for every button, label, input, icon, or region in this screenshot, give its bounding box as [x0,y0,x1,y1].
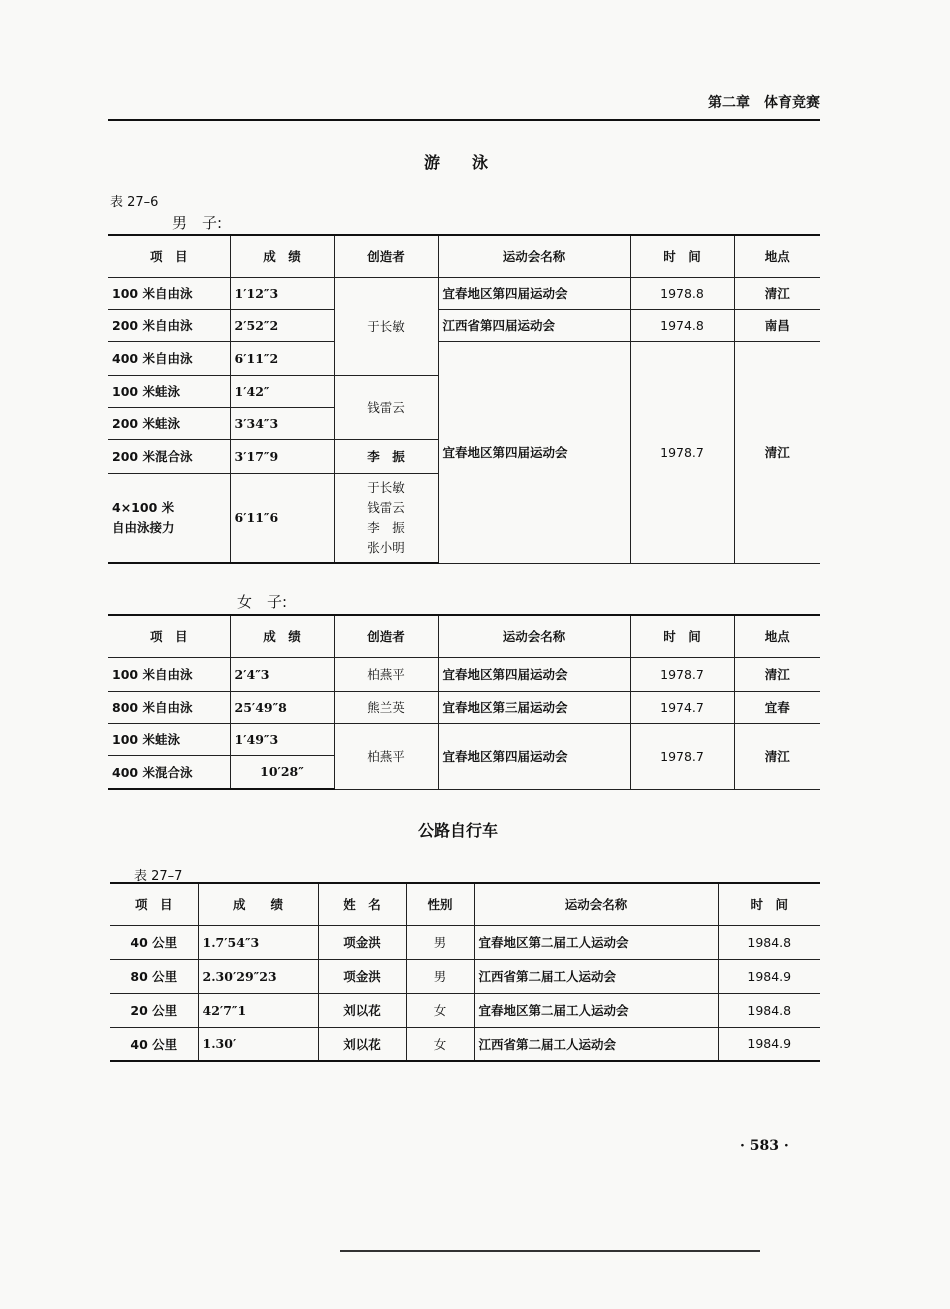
result-cell: 3′17″9 [230,439,334,473]
men-label: 男 子: [172,214,223,232]
place-cell: 清江 [734,277,820,309]
col-meet: 运动会名称 [438,615,630,657]
women-label: 女 子: [237,593,288,611]
col-place: 地点 [734,235,820,277]
holder-line: 钱雷云 [367,499,405,515]
place-cell: 清江 [734,341,820,563]
item-cell [108,473,230,563]
result-cell: 1′49″3 [230,723,334,755]
item-cell: 200 米自由泳 [108,309,230,341]
sex-cell: 女 [406,993,474,1027]
men-swim-table [108,234,820,564]
cycling-table [110,882,820,1062]
table-row [108,309,820,341]
running-header: 第二章 体育竞赛 [708,95,820,111]
name-cell: 项金洪 [318,925,406,959]
holder-cell: 熊兰英 [334,691,438,723]
col-holder: 创造者 [334,615,438,657]
table-row [110,993,820,1027]
item-cell: 100 米自由泳 [108,277,230,309]
col-sex: 性别 [406,883,474,925]
col-place: 地点 [734,615,820,657]
table-row [108,341,820,375]
place-cell: 清江 [734,723,820,789]
result-cell: 3′34″3 [230,407,334,439]
table-27-7-label: 表 27–7 [134,869,183,884]
table-row [110,925,820,959]
meet-cell: 宜春地区第二届工人运动会 [474,993,718,1027]
result-cell: 6′11″6 [230,473,334,563]
meet-cell: 江西省第二届工人运动会 [474,959,718,993]
swim-title: 游 泳 [424,153,489,172]
item-line: 4×100 米 [112,499,175,515]
holder-cell: 于长敏 [334,277,438,375]
sex-cell: 女 [406,1027,474,1061]
women-swim-table [108,614,820,790]
name-cell: 项金洪 [318,959,406,993]
holder-cell [334,473,438,563]
item-cell: 40 公里 [110,925,198,959]
date-cell: 1984.8 [718,925,820,959]
table-row [108,277,820,309]
col-meet: 运动会名称 [438,235,630,277]
page-number: · 583 · [740,1138,789,1154]
col-item: 项 目 [110,883,198,925]
holder-cell: 柏燕平 [334,657,438,691]
item-cell: 40 公里 [110,1027,198,1061]
holder-line: 于长敏 [367,479,405,495]
item-cell: 20 公里 [110,993,198,1027]
result-cell: 25′49″8 [230,691,334,723]
meet-cell: 宜春地区第三届运动会 [438,691,630,723]
table-header-row [110,883,820,925]
col-item: 项 目 [108,615,230,657]
item-line: 自由泳接力 [112,519,175,535]
table-27-6-label: 表 27–6 [110,195,159,210]
table-row [108,657,820,691]
table-row [110,959,820,993]
date-cell: 1974.8 [630,309,734,341]
result-cell: 10′28″ [230,755,334,789]
item-cell: 400 米自由泳 [108,341,230,375]
name-cell: 刘以花 [318,1027,406,1061]
date-cell: 1978.8 [630,277,734,309]
meet-cell: 宜春地区第四届运动会 [438,341,630,563]
place-cell: 宜春 [734,691,820,723]
result-cell: 1′12″3 [230,277,334,309]
result-cell: 1′42″ [230,375,334,407]
meet-cell: 江西省第二届工人运动会 [474,1027,718,1061]
table-row [108,723,820,755]
meet-cell: 宜春地区第四届运动会 [438,723,630,789]
holder-cell: 钱雷云 [334,375,438,439]
name-cell: 刘以花 [318,993,406,1027]
date-cell: 1984.9 [718,959,820,993]
item-cell: 200 米混合泳 [108,439,230,473]
col-name: 姓 名 [318,883,406,925]
date-cell: 1978.7 [630,341,734,563]
date-cell: 1984.9 [718,1027,820,1061]
col-result: 成 绩 [230,235,334,277]
place-cell: 南昌 [734,309,820,341]
item-cell: 100 米自由泳 [108,657,230,691]
item-cell: 100 米蛙泳 [108,375,230,407]
col-date: 时 间 [630,615,734,657]
table-row [110,1027,820,1061]
col-date: 时 间 [630,235,734,277]
date-cell: 1978.7 [630,657,734,691]
footer-rule [340,1250,760,1252]
result-cell: 1.30′ [198,1027,318,1061]
item-cell: 800 米自由泳 [108,691,230,723]
date-cell: 1978.7 [630,723,734,789]
result-cell: 2′4″3 [230,657,334,691]
header-rule [108,119,820,121]
table-header-row [108,235,820,277]
meet-cell: 江西省第四届运动会 [438,309,630,341]
col-result: 成 绩 [230,615,334,657]
item-cell: 200 米蛙泳 [108,407,230,439]
meet-cell: 宜春地区第四届运动会 [438,657,630,691]
item-cell: 100 米蛙泳 [108,723,230,755]
holder-line: 张小明 [367,539,405,555]
date-cell: 1984.8 [718,993,820,1027]
item-cell: 400 米混合泳 [108,755,230,789]
cycling-title: 公路自行车 [418,821,499,840]
result-cell: 2′52″2 [230,309,334,341]
result-cell: 1.7′54″3 [198,925,318,959]
col-result: 成 绩 [198,883,318,925]
holder-line: 李 振 [367,519,405,535]
col-holder: 创造者 [334,235,438,277]
result-cell: 6′11″2 [230,341,334,375]
place-cell: 清江 [734,657,820,691]
col-date: 时 间 [718,883,820,925]
col-item: 项 目 [108,235,230,277]
item-cell: 80 公里 [110,959,198,993]
result-cell: 42′7″1 [198,993,318,1027]
holder-cell: 柏燕平 [334,723,438,789]
meet-cell: 宜春地区第二届工人运动会 [474,925,718,959]
holder-cell: 李 振 [334,439,438,473]
sex-cell: 男 [406,959,474,993]
table-row [108,691,820,723]
col-meet: 运动会名称 [474,883,718,925]
table-header-row [108,615,820,657]
sex-cell: 男 [406,925,474,959]
date-cell: 1974.7 [630,691,734,723]
meet-cell: 宜春地区第四届运动会 [438,277,630,309]
result-cell: 2.30′29″23 [198,959,318,993]
